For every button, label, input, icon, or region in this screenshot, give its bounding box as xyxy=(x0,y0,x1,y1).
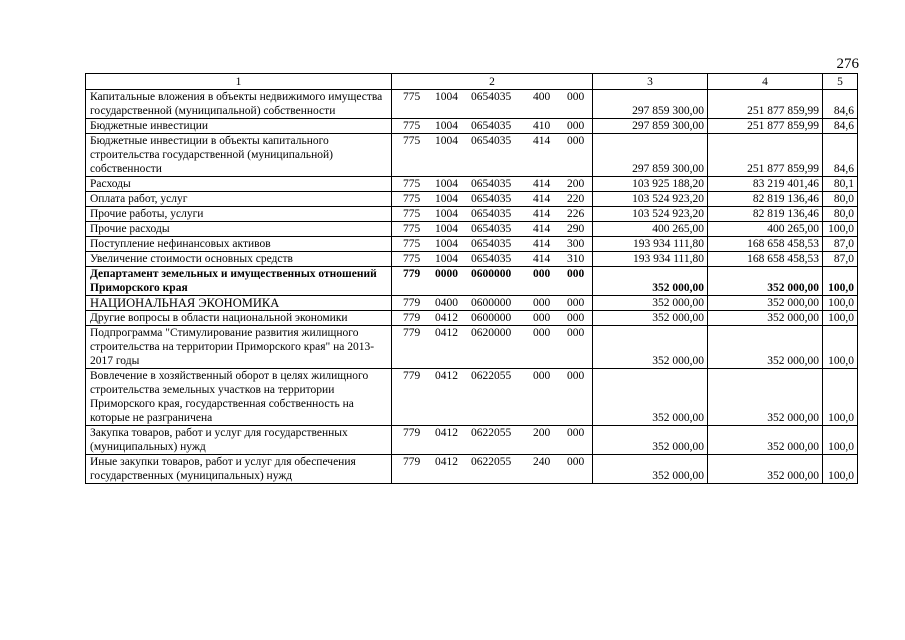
table-row xyxy=(86,252,858,267)
code-kosgu: 000 xyxy=(567,91,585,103)
row-col5-value: 80,0 xyxy=(823,192,858,207)
code-expense-type: 414 xyxy=(533,193,551,205)
row-col4-value: 352 000,00 xyxy=(708,455,823,484)
row-col3-value: 297 859 300,00 xyxy=(593,119,708,134)
code-section: 0000 xyxy=(435,268,458,280)
table-row xyxy=(86,267,858,296)
row-codes xyxy=(392,455,593,484)
code-target: 0622055 xyxy=(471,456,512,468)
row-col4-value: 251 877 859,99 xyxy=(708,119,823,134)
code-admin: 779 xyxy=(403,327,421,339)
code-admin: 775 xyxy=(403,178,421,190)
table-row xyxy=(86,192,858,207)
row-name: Департамент земельных и имущественных отношений Приморского края xyxy=(86,267,392,296)
row-col5-value: 84,6 xyxy=(823,119,858,134)
code-target: 0622055 xyxy=(471,427,512,439)
row-col3-value: 352 000,00 xyxy=(593,296,708,311)
column-header: 4 xyxy=(708,74,823,90)
row-col4-value: 352 000,00 xyxy=(708,426,823,455)
code-section: 1004 xyxy=(435,238,458,250)
row-codes xyxy=(392,426,593,455)
row-col4-value: 82 819 136,46 xyxy=(708,192,823,207)
row-name: Поступление нефинансовых активов xyxy=(86,237,392,252)
column-header: 5 xyxy=(823,74,858,90)
row-col3-value: 103 524 923,20 xyxy=(593,192,708,207)
row-codes xyxy=(392,252,593,267)
row-name: Прочие расходы xyxy=(86,222,392,237)
code-expense-type: 414 xyxy=(533,223,551,235)
row-codes xyxy=(392,267,593,296)
row-col5-value: 100,0 xyxy=(823,369,858,426)
row-col4-value: 168 658 458,53 xyxy=(708,237,823,252)
row-col4-value: 352 000,00 xyxy=(708,267,823,296)
code-kosgu: 000 xyxy=(567,135,585,147)
code-kosgu: 200 xyxy=(567,178,585,190)
code-expense-type: 200 xyxy=(533,427,551,439)
row-col5-value: 100,0 xyxy=(823,267,858,296)
code-expense-type: 000 xyxy=(533,327,551,339)
row-codes xyxy=(392,369,593,426)
code-expense-type: 414 xyxy=(533,238,551,250)
code-admin: 775 xyxy=(403,208,421,220)
row-col3-value: 103 925 188,20 xyxy=(593,177,708,192)
code-target: 0620000 xyxy=(471,327,512,339)
code-admin: 779 xyxy=(403,297,421,309)
code-admin: 779 xyxy=(403,370,421,382)
row-col4-value: 352 000,00 xyxy=(708,311,823,326)
row-col5-value: 84,6 xyxy=(823,90,858,119)
row-name: Вовлечение в хозяйственный оборот в целях жилищного строительства земельных участков на территории Приморского края, государственная собственность на которые не разграничена xyxy=(86,369,392,426)
row-codes xyxy=(392,134,593,177)
row-col3-value: 352 000,00 xyxy=(593,455,708,484)
column-header: 2 xyxy=(392,74,593,90)
row-col3-value: 352 000,00 xyxy=(593,311,708,326)
code-section: 1004 xyxy=(435,253,458,265)
code-section: 1004 xyxy=(435,208,458,220)
code-kosgu: 000 xyxy=(567,268,585,280)
code-admin: 775 xyxy=(403,193,421,205)
row-col5-value: 100,0 xyxy=(823,296,858,311)
code-section: 1004 xyxy=(435,135,458,147)
row-col5-value: 100,0 xyxy=(823,326,858,369)
row-codes xyxy=(392,326,593,369)
row-name: Бюджетные инвестиции в объекты капитального строительства государственной (муниципальной) собственности xyxy=(86,134,392,177)
row-col5-value: 100,0 xyxy=(823,455,858,484)
code-expense-type: 000 xyxy=(533,370,551,382)
code-expense-type: 414 xyxy=(533,178,551,190)
code-admin: 779 xyxy=(403,456,421,468)
table-header-row xyxy=(86,74,858,90)
code-admin: 775 xyxy=(403,120,421,132)
row-name: Капитальные вложения в объекты недвижимого имущества государственной (муниципальной) собственности xyxy=(86,90,392,119)
row-name: Оплата работ, услуг xyxy=(86,192,392,207)
code-admin: 775 xyxy=(403,223,421,235)
code-section: 1004 xyxy=(435,193,458,205)
row-col4-value: 352 000,00 xyxy=(708,326,823,369)
row-col5-value: 100,0 xyxy=(823,222,858,237)
row-col3-value: 193 934 111,80 xyxy=(593,252,708,267)
row-col4-value: 83 219 401,46 xyxy=(708,177,823,192)
row-col5-value: 100,0 xyxy=(823,311,858,326)
row-col4-value: 352 000,00 xyxy=(708,296,823,311)
code-target: 0654035 xyxy=(471,135,512,147)
code-expense-type: 240 xyxy=(533,456,551,468)
table-row xyxy=(86,177,858,192)
code-target: 0654035 xyxy=(471,120,512,132)
row-name: Увеличение стоимости основных средств xyxy=(86,252,392,267)
code-target: 0600000 xyxy=(471,312,512,324)
row-col5-value: 80,0 xyxy=(823,207,858,222)
row-col4-value: 251 877 859,99 xyxy=(708,134,823,177)
code-section: 0412 xyxy=(435,427,458,439)
row-codes xyxy=(392,119,593,134)
code-kosgu: 000 xyxy=(567,327,585,339)
row-name: Бюджетные инвестиции xyxy=(86,119,392,134)
row-col5-value: 87,0 xyxy=(823,237,858,252)
code-target: 0654035 xyxy=(471,91,512,103)
code-section: 0412 xyxy=(435,370,458,382)
row-col4-value: 251 877 859,99 xyxy=(708,90,823,119)
row-codes xyxy=(392,192,593,207)
code-kosgu: 000 xyxy=(567,312,585,324)
row-col3-value: 352 000,00 xyxy=(593,426,708,455)
code-admin: 779 xyxy=(403,312,421,324)
row-name: Иные закупки товаров, работ и услуг для обеспечения государственных (муниципальных) нужд xyxy=(86,455,392,484)
row-codes xyxy=(392,90,593,119)
code-kosgu: 290 xyxy=(567,223,585,235)
code-expense-type: 414 xyxy=(533,208,551,220)
code-kosgu: 220 xyxy=(567,193,585,205)
code-target: 0654035 xyxy=(471,208,512,220)
code-expense-type: 000 xyxy=(533,268,551,280)
table-row xyxy=(86,237,858,252)
table-row xyxy=(86,134,858,177)
table-row xyxy=(86,207,858,222)
code-admin: 779 xyxy=(403,268,421,280)
code-section: 0412 xyxy=(435,312,458,324)
row-col5-value: 80,1 xyxy=(823,177,858,192)
code-kosgu: 226 xyxy=(567,208,585,220)
table-row xyxy=(86,455,858,484)
code-expense-type: 000 xyxy=(533,297,551,309)
code-target: 0622055 xyxy=(471,370,512,382)
row-col4-value: 352 000,00 xyxy=(708,369,823,426)
table-row xyxy=(86,326,858,369)
page-number: 276 xyxy=(836,56,859,72)
code-kosgu: 000 xyxy=(567,456,585,468)
row-col4-value: 400 265,00 xyxy=(708,222,823,237)
row-name: НАЦИОНАЛЬНАЯ ЭКОНОМИКА xyxy=(86,296,392,311)
code-target: 0654035 xyxy=(471,238,512,250)
code-section: 1004 xyxy=(435,223,458,235)
code-kosgu: 300 xyxy=(567,238,585,250)
budget-table xyxy=(85,73,858,484)
code-target: 0654035 xyxy=(471,178,512,190)
row-col5-value: 87,0 xyxy=(823,252,858,267)
code-expense-type: 400 xyxy=(533,91,551,103)
code-section: 0400 xyxy=(435,297,458,309)
column-header: 1 xyxy=(86,74,392,90)
row-col4-value: 168 658 458,53 xyxy=(708,252,823,267)
row-name: Подпрограмма "Стимулирование развития жилищного строительства на территории Приморского края" на 2013-2017 годы xyxy=(86,326,392,369)
row-name: Другие вопросы в области национальной экономики xyxy=(86,311,392,326)
code-expense-type: 000 xyxy=(533,312,551,324)
code-admin: 775 xyxy=(403,91,421,103)
table-row xyxy=(86,426,858,455)
table-row xyxy=(86,311,858,326)
code-expense-type: 414 xyxy=(533,135,551,147)
row-codes xyxy=(392,177,593,192)
code-section: 1004 xyxy=(435,120,458,132)
row-col3-value: 103 524 923,20 xyxy=(593,207,708,222)
row-name: Прочие работы, услуги xyxy=(86,207,392,222)
code-admin: 779 xyxy=(403,427,421,439)
code-admin: 775 xyxy=(403,238,421,250)
row-col3-value: 400 265,00 xyxy=(593,222,708,237)
code-admin: 775 xyxy=(403,253,421,265)
row-col5-value: 100,0 xyxy=(823,426,858,455)
code-target: 0600000 xyxy=(471,268,512,280)
table-row xyxy=(86,222,858,237)
row-col3-value: 352 000,00 xyxy=(593,369,708,426)
row-col3-value: 297 859 300,00 xyxy=(593,134,708,177)
code-target: 0654035 xyxy=(471,223,512,235)
table-row xyxy=(86,369,858,426)
code-expense-type: 414 xyxy=(533,253,551,265)
column-header: 3 xyxy=(593,74,708,90)
row-name: Расходы xyxy=(86,177,392,192)
code-admin: 775 xyxy=(403,135,421,147)
code-kosgu: 000 xyxy=(567,297,585,309)
row-codes xyxy=(392,311,593,326)
row-col5-value: 84,6 xyxy=(823,134,858,177)
code-target: 0600000 xyxy=(471,297,512,309)
table-row xyxy=(86,296,858,311)
row-col4-value: 82 819 136,46 xyxy=(708,207,823,222)
row-col3-value: 193 934 111,80 xyxy=(593,237,708,252)
row-codes xyxy=(392,237,593,252)
code-target: 0654035 xyxy=(471,193,512,205)
table-row xyxy=(86,119,858,134)
row-col3-value: 297 859 300,00 xyxy=(593,90,708,119)
code-section: 0412 xyxy=(435,327,458,339)
code-section: 1004 xyxy=(435,178,458,190)
code-section: 1004 xyxy=(435,91,458,103)
code-expense-type: 410 xyxy=(533,120,551,132)
row-codes xyxy=(392,296,593,311)
row-col3-value: 352 000,00 xyxy=(593,326,708,369)
row-codes xyxy=(392,222,593,237)
code-kosgu: 000 xyxy=(567,120,585,132)
code-kosgu: 310 xyxy=(567,253,585,265)
code-kosgu: 000 xyxy=(567,427,585,439)
table-row xyxy=(86,90,858,119)
code-kosgu: 000 xyxy=(567,370,585,382)
code-section: 0412 xyxy=(435,456,458,468)
row-name: Закупка товаров, работ и услуг для государственных (муниципальных) нужд xyxy=(86,426,392,455)
row-codes xyxy=(392,207,593,222)
code-target: 0654035 xyxy=(471,253,512,265)
row-col3-value: 352 000,00 xyxy=(593,267,708,296)
